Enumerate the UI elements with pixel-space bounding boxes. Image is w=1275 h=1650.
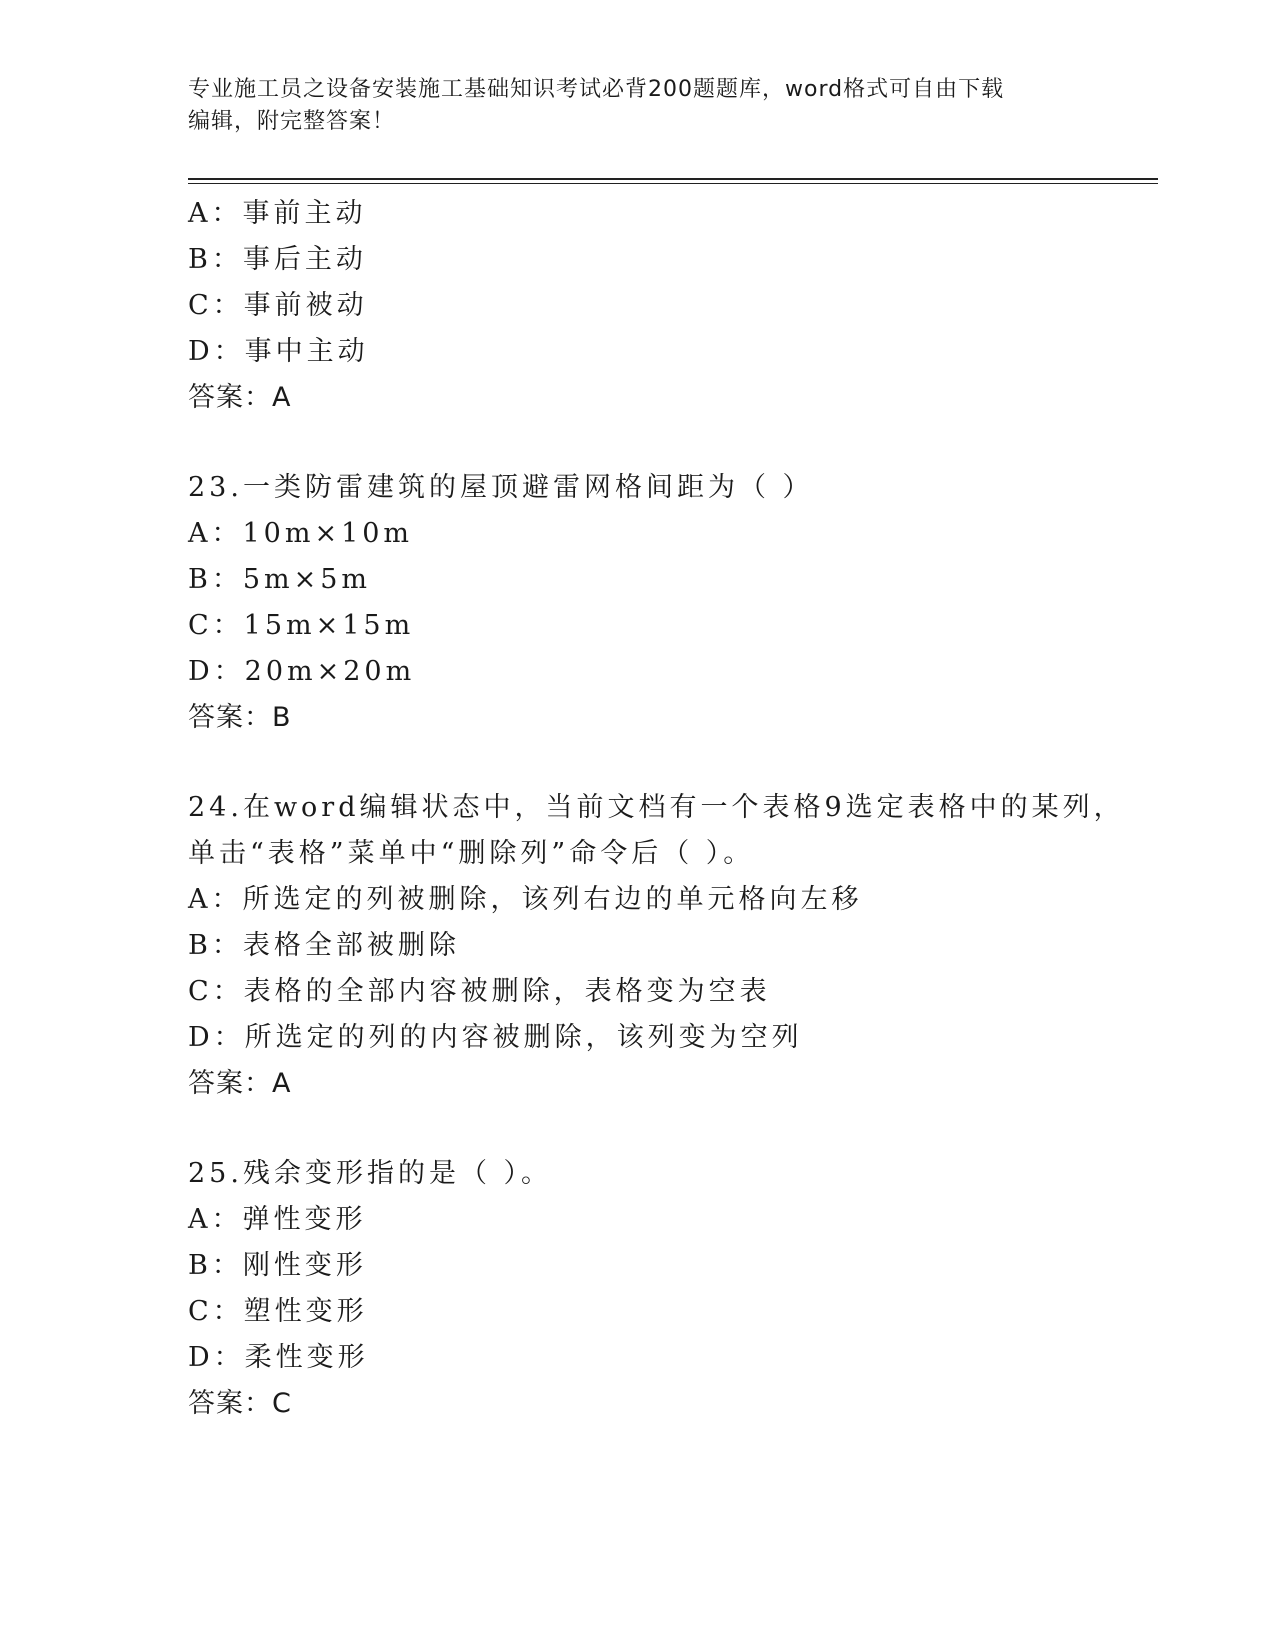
question-23-block <box>188 465 1148 741</box>
option-d: D：柔性变形 <box>188 1342 369 1373</box>
option-a: A：所选定的列被删除，该列右边的单元格向左移 <box>188 884 863 915</box>
question-spacer <box>188 1107 1148 1151</box>
question-stem-line-2: 单击“表格”菜单中“删除列”命令后（ ）。 <box>188 838 755 869</box>
question-list <box>188 191 1148 1427</box>
question-stem: 23.一类防雷建筑的屋顶避雷网格间距为（ ） <box>188 472 814 503</box>
option-d: D：20m×20m <box>188 656 416 687</box>
option-a: A：事前主动 <box>188 198 367 229</box>
header-rule-thin <box>188 183 1158 184</box>
header-rule-thick <box>188 178 1158 180</box>
answer-line: 答案：C <box>188 1388 292 1419</box>
option-d: D：事中主动 <box>188 336 369 367</box>
question-22-block <box>188 191 1148 421</box>
answer-line: 答案：B <box>188 702 292 733</box>
option-c: C：塑性变形 <box>188 1296 368 1327</box>
option-b: B：刚性变形 <box>188 1250 367 1281</box>
option-c: C：表格的全部内容被删除，表格变为空表 <box>188 976 771 1007</box>
option-b: B：事后主动 <box>188 244 367 275</box>
document-header <box>188 74 1068 138</box>
option-b: B：5m×5m <box>188 564 372 595</box>
question-spacer <box>188 741 1148 785</box>
question-stem: 25.残余变形指的是（ ）。 <box>188 1158 553 1189</box>
answer-line: 答案：A <box>188 382 292 413</box>
option-b: B：表格全部被删除 <box>188 930 460 961</box>
header-line-1: 专业施工员之设备安装施工基础知识考试必背200题题库，word格式可自由下载 <box>188 77 1005 102</box>
option-d: D：所选定的列的内容被删除，该列变为空列 <box>188 1022 803 1053</box>
question-stem-line-1: 24.在word编辑状态中，当前文档有一个表格9选定表格中的某列， <box>188 792 1125 823</box>
option-a: A：弹性变形 <box>188 1204 367 1235</box>
option-c: C：15m×15m <box>188 610 415 641</box>
header-line-2: 编辑，附完整答案！ <box>188 109 396 134</box>
option-a: A：10m×10m <box>188 518 414 549</box>
option-c: C：事前被动 <box>188 290 368 321</box>
question-spacer <box>188 421 1148 465</box>
answer-line: 答案：A <box>188 1068 292 1099</box>
question-25-block <box>188 1151 1148 1427</box>
question-24-block <box>188 785 1148 1107</box>
